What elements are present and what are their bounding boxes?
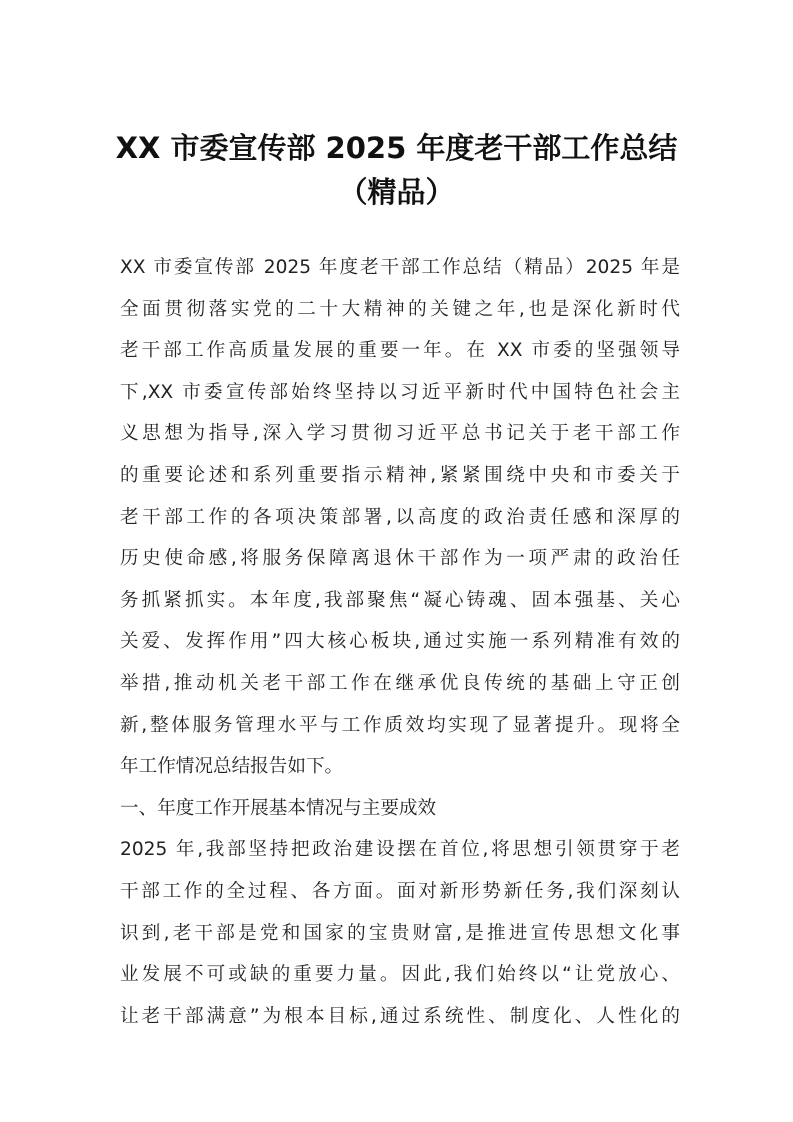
body-line: 老干部工作高质量发展的重要一年。在 XX 市委的坚强领导 <box>120 340 680 362</box>
body-line: 全面贯彻落实党的二十大精神的关键之年,也是深化新时代 <box>120 298 680 320</box>
body-line: 新,整体服务管理水平与工作质效均实现了显著提升。现将全 <box>120 714 680 736</box>
body-line: 老干部工作的各项决策部署,以高度的政治责任感和深厚的 <box>120 506 680 528</box>
body-line: 让老干部满意”为根本目标,通过系统性、制度化、人性化的 <box>120 1005 680 1027</box>
body-line: XX 市委宣传部 2025 年度老干部工作总结（精品）2025 年是 <box>120 257 680 278</box>
body-line: 历史使命感,将服务保障离退休干部作为一项严肃的政治任 <box>120 548 680 570</box>
body-line: 2025 年,我部坚持把政治建设摆在首位,将思想引领贯穿于老 <box>120 839 680 861</box>
document-body <box>120 247 680 1037</box>
body-line: 下,XX 市委宣传部始终坚持以习近平新时代中国特色社会主 <box>120 381 680 403</box>
body-line: 干部工作的全过程、各方面。面对新形势新任务,我们深刻认 <box>120 880 680 902</box>
body-line: 业发展不可或缺的重要力量。因此,我们始终以“让党放心、 <box>120 964 680 986</box>
document-title: XX 市委宣传部 2025 年度老干部工作总结 <box>115 131 678 165</box>
body-line: 识到,老干部是党和国家的宝贵财富,是推进宣传思想文化事 <box>120 922 680 944</box>
body-line: 年工作情况总结报告如下。 <box>120 756 344 778</box>
document-title-suffix: （精品） <box>338 175 455 209</box>
body-line: 务抓紧抓实。本年度,我部聚焦“凝心铸魂、固本强基、关心 <box>120 589 680 611</box>
body-line: 的重要论述和系列重要指示精神,紧紧围绕中央和市委关于 <box>120 464 680 486</box>
section-heading: 一、年度工作开展基本情况与主要成效 <box>120 797 437 819</box>
body-line: 关爱、发挥作用”四大核心板块,通过实施一系列精准有效的 <box>120 631 680 653</box>
body-line: 义思想为指导,深入学习贯彻习近平总书记关于老干部工作 <box>120 423 680 445</box>
body-line: 举措,推动机关老干部工作在继承优良传统的基础上守正创 <box>120 672 680 694</box>
